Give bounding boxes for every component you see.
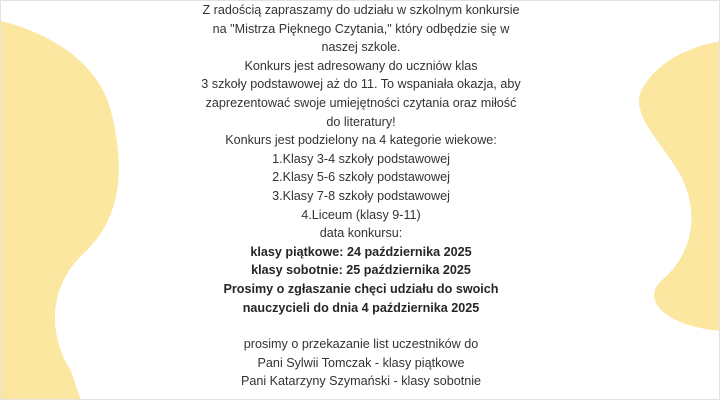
category-item-4: 4.Liceum (klasy 9-11) bbox=[301, 207, 421, 222]
registration-notice-2: nauczycieli do dnia 4 października 2025 bbox=[242, 300, 480, 315]
intro-line-3: naszej szkole. bbox=[321, 40, 401, 55]
closing-line-3: Pani Katarzyny Szymański - klasy sobotnie bbox=[240, 374, 482, 389]
intro-line-1: Z radością zapraszamy do udziału w szkolnym konkursie bbox=[202, 3, 520, 17]
dates-label: data konkursu: bbox=[319, 226, 403, 241]
category-item-1: 1.Klasy 3-4 szkoły podstawowej bbox=[272, 151, 450, 166]
intro-line-4: Konkurs jest adresowany do uczniów klas bbox=[244, 58, 478, 73]
intro-line-5: 3 szkoły podstawowej aż do 11. To wspaniała okazja, aby bbox=[201, 77, 521, 92]
flyer-text bbox=[1, 1, 720, 391]
categories-heading: Konkurs jest podzielony na 4 kategorie wiekowe: bbox=[225, 133, 497, 148]
category-item-3: 3.Klasy 7-8 szkoły podstawowej bbox=[272, 188, 450, 203]
date-friday-classes: klasy piątkowe: 24 października 2025 bbox=[250, 244, 472, 259]
closing-line-1: prosimy o przekazanie list uczestników do bbox=[243, 337, 479, 352]
spacer bbox=[1, 317, 720, 335]
date-saturday-classes: klasy sobotnie: 25 października 2025 bbox=[251, 263, 471, 278]
closing-line-2: Pani Sylwii Tomczak - klasy piątkowe bbox=[257, 355, 465, 370]
registration-notice-1: Prosimy o zgłaszanie chęci udziału do swoich bbox=[223, 281, 499, 296]
intro-line-7: do literatury! bbox=[326, 114, 396, 129]
intro-line-6: zaprezentować swoje umiejętności czytania oraz miłość bbox=[205, 95, 517, 110]
category-item-2: 2.Klasy 5-6 szkoły podstawowej bbox=[272, 170, 450, 185]
intro-line-2: na "Mistrza Pięknego Czytania," który odbędzie się w bbox=[212, 21, 510, 36]
